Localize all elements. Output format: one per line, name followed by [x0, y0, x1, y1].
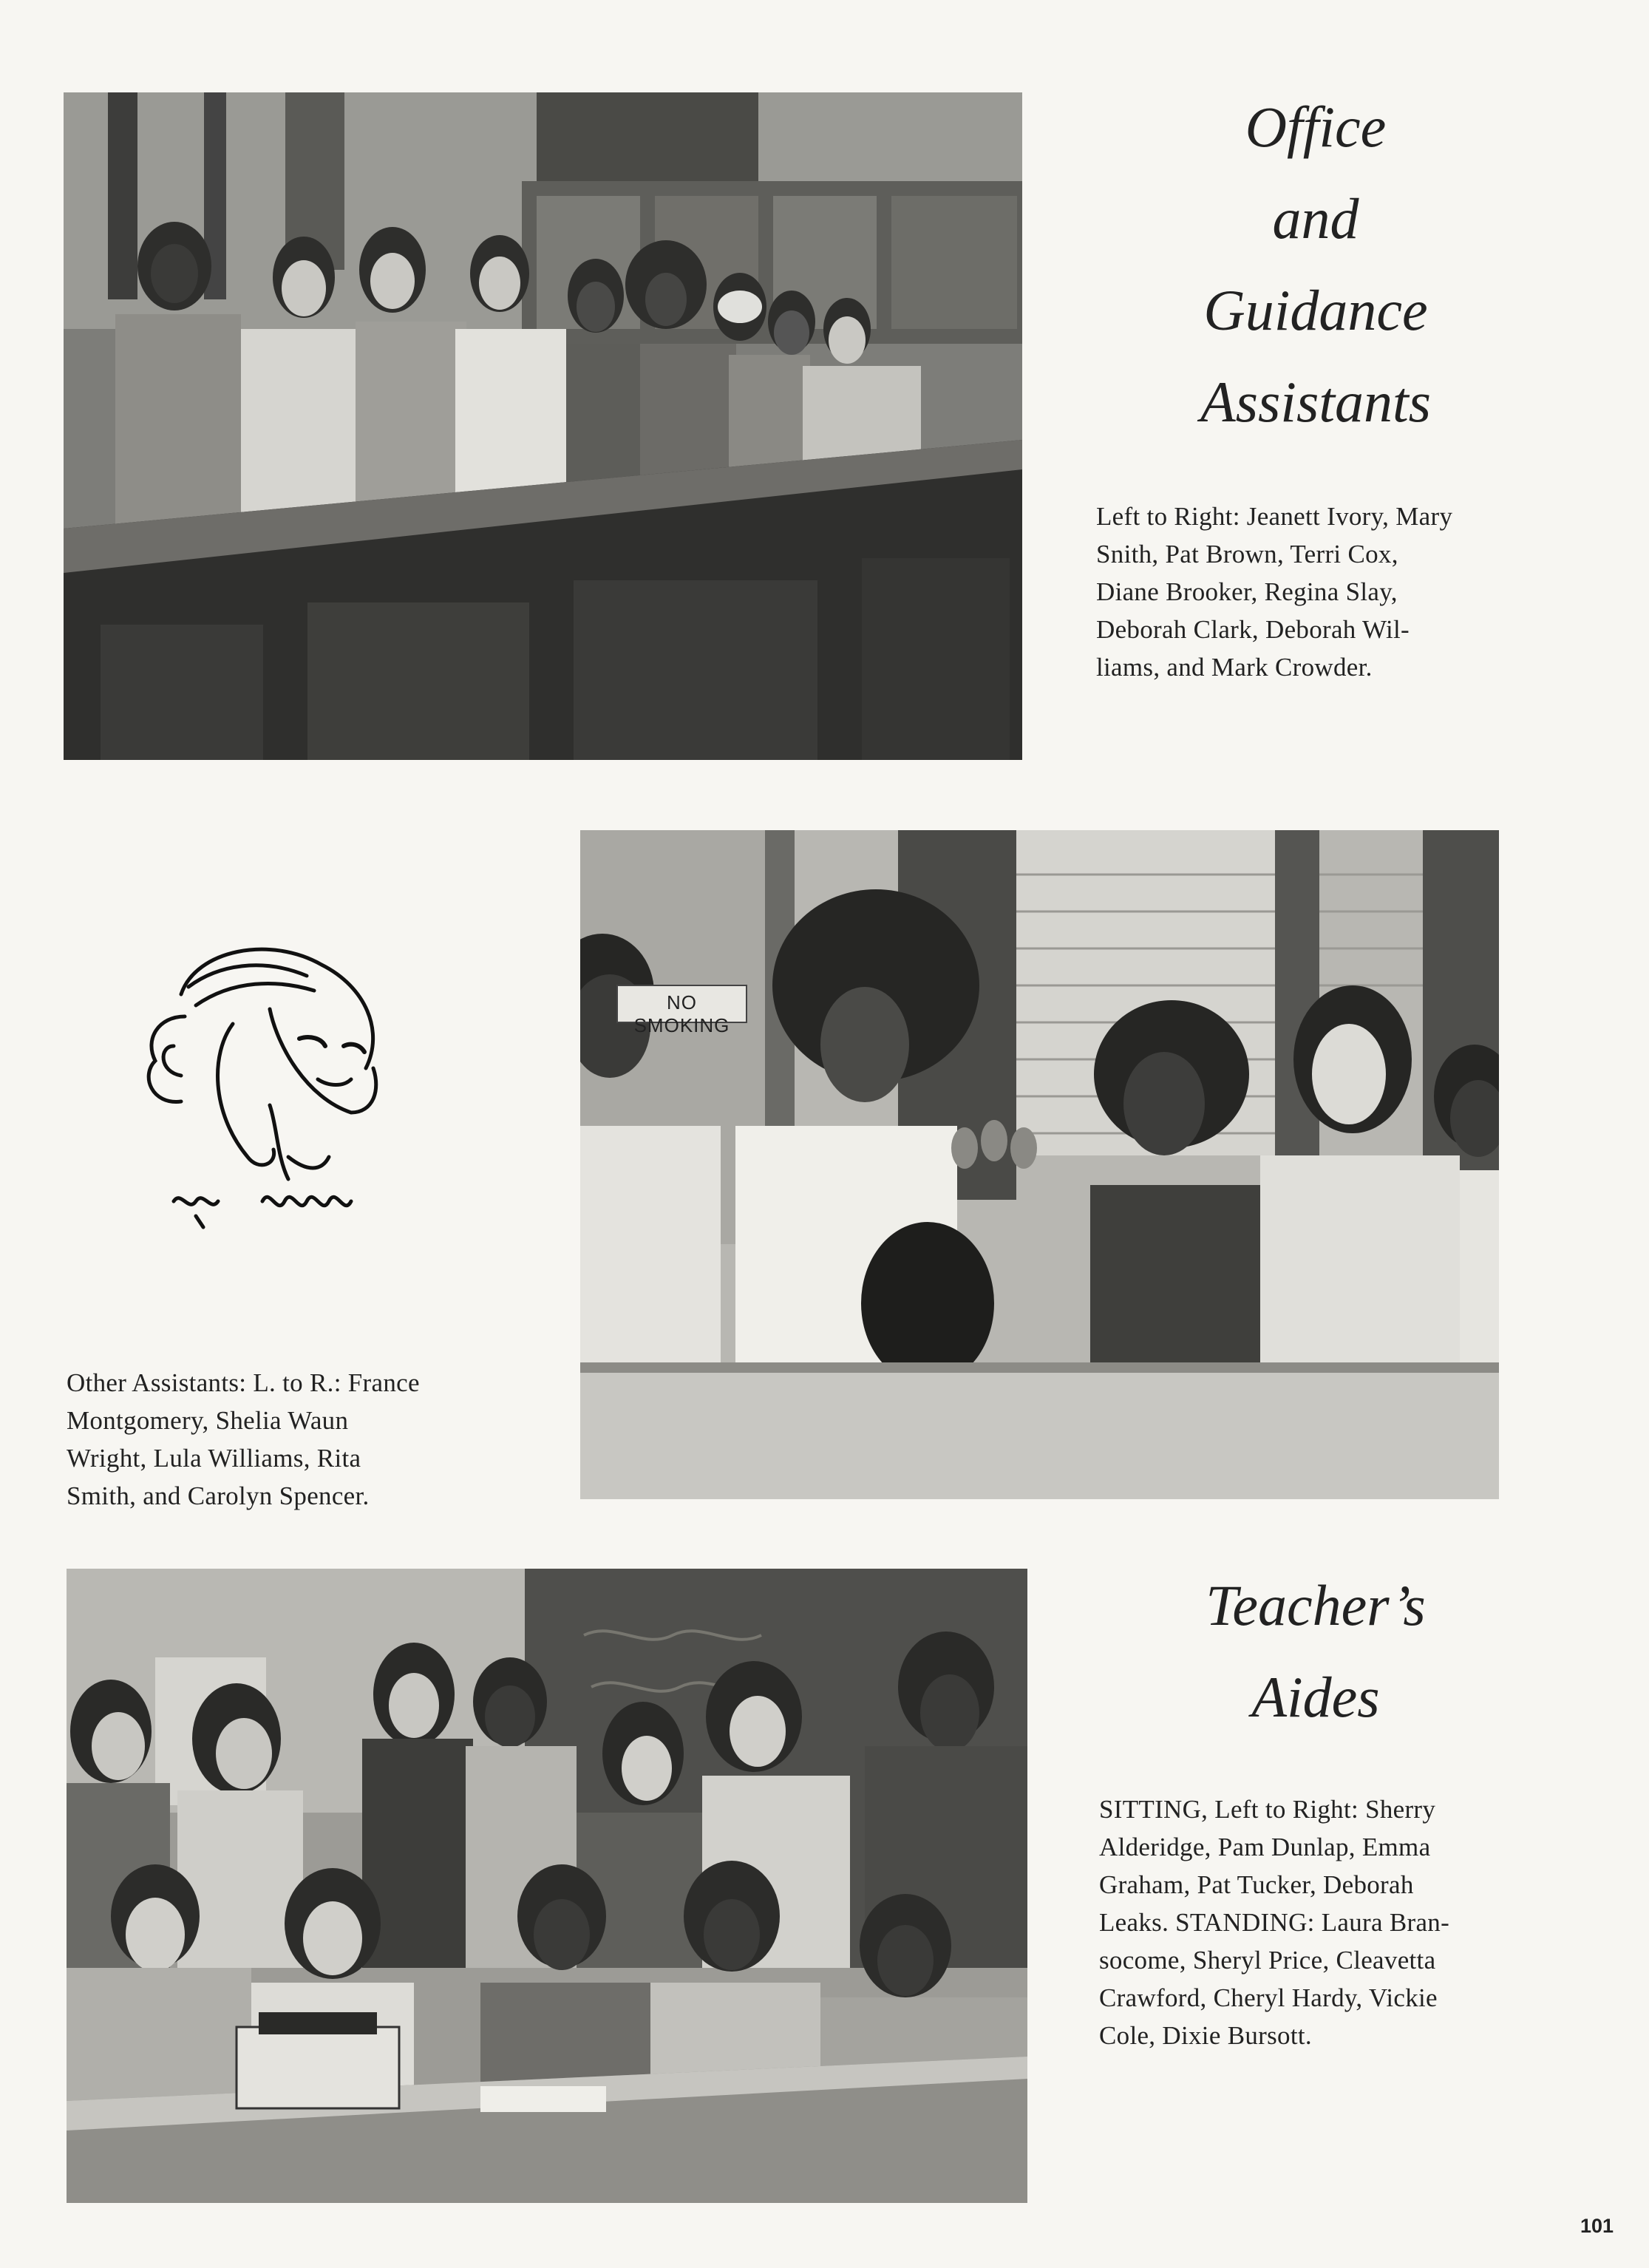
aides-section-title — [1138, 1560, 1493, 1743]
caption-line: socome, Sheryl Price, Cleavetta — [1099, 1946, 1436, 1975]
caption-line: Deborah Clark, Deborah Wil- — [1096, 615, 1410, 644]
caption-line: liams, and Mark Crowder. — [1096, 653, 1373, 682]
title-line: Guidance — [1203, 278, 1428, 342]
teachers-aides-photo-art — [67, 1569, 1027, 2203]
caption-line: Montgomery, Shelia Waun — [67, 1406, 349, 1435]
caption-line: Graham, Pat Tucker, Deborah — [1099, 1870, 1414, 1899]
other-assistants-photo-art — [580, 830, 1499, 1499]
caption-line: Other Assistants: L. to R.: France — [67, 1368, 420, 1397]
office-assistants-photo-art — [64, 92, 1022, 760]
office-assistants-photo — [64, 92, 1022, 760]
caption-line: Left to Right: Jeanett Ivory, Mary — [1096, 502, 1453, 531]
telephone-girl-cartoon — [129, 935, 407, 1246]
caption-line: Snith, Pat Brown, Terri Cox, — [1096, 540, 1398, 568]
office-caption — [1096, 498, 1452, 686]
caption-line: Alderidge, Pam Dunlap, Emma — [1099, 1833, 1431, 1861]
no-smoking-sign: NO SMOKING — [633, 991, 730, 1036]
caption-line: Diane Brooker, Regina Slay, — [1096, 577, 1398, 606]
caption-line: Cole, Dixie Bursott. — [1099, 2021, 1312, 2050]
title-line: Assistants — [1200, 370, 1432, 434]
other-assistants-caption — [67, 1364, 420, 1515]
telephone-girl-drawing — [129, 935, 407, 1246]
title-line: Aides — [1251, 1665, 1380, 1729]
title-line: Teacher’s — [1206, 1573, 1426, 1637]
title-line: Office — [1245, 95, 1387, 159]
caption-line: Leaks. STANDING: Laura Bran- — [1099, 1908, 1450, 1937]
caption-line: SITTING, Left to Right: Sherry — [1099, 1795, 1436, 1824]
caption-line: Crawford, Cheryl Hardy, Vickie — [1099, 1983, 1438, 2012]
caption-line: Smith, and Carolyn Spencer. — [67, 1481, 370, 1510]
aides-caption — [1099, 1790, 1449, 2054]
caption-line: Wright, Lula Williams, Rita — [67, 1444, 361, 1473]
teachers-aides-photo — [67, 1569, 1027, 2203]
other-assistants-photo — [580, 830, 1499, 1499]
office-section-title — [1131, 81, 1500, 448]
title-line: and — [1272, 186, 1359, 251]
page-number: 101 — [1580, 2215, 1614, 2237]
